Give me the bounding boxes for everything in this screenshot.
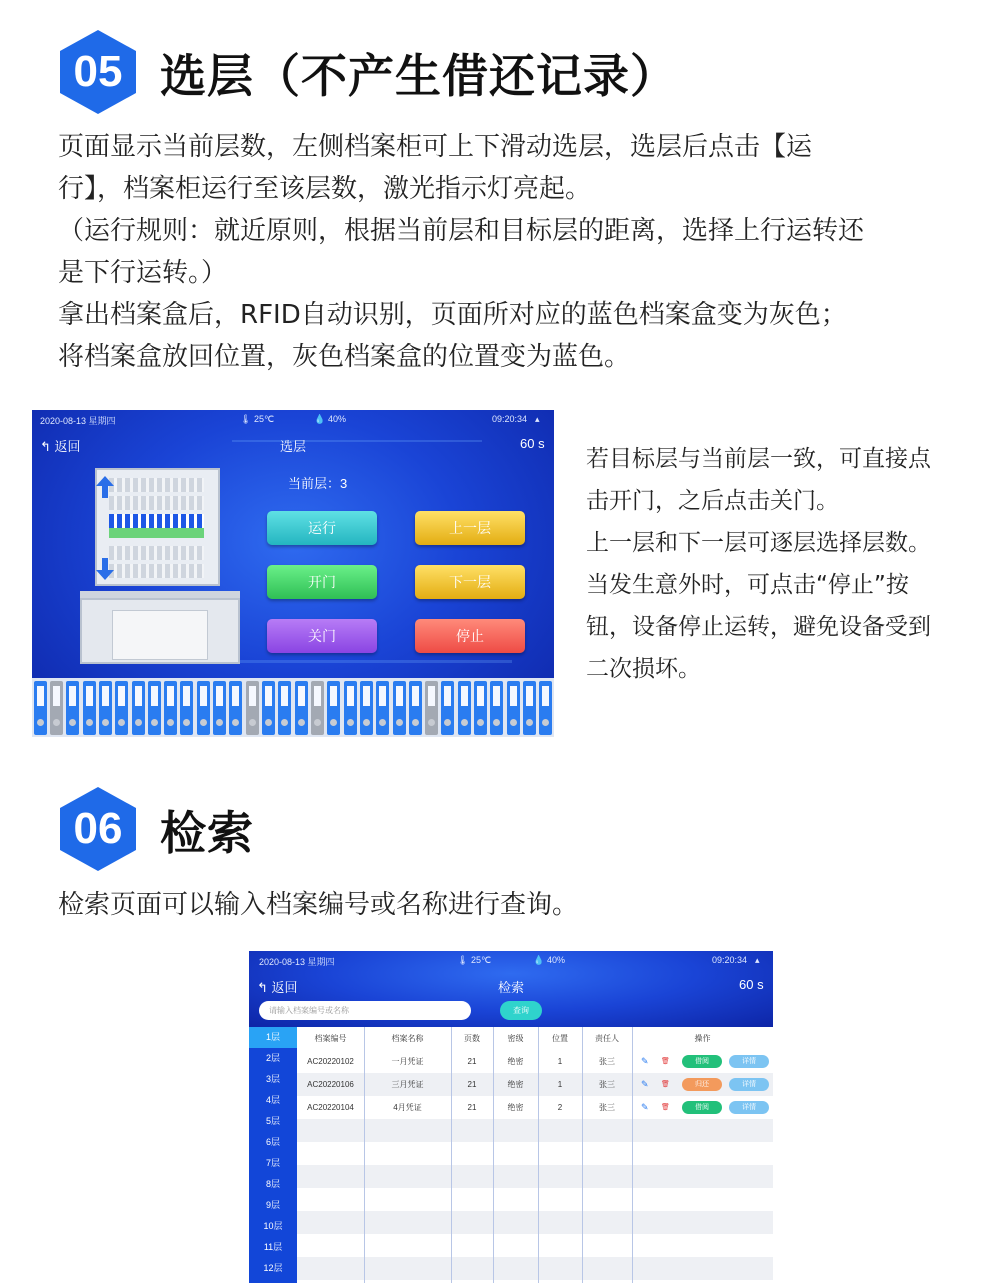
search-button[interactable]: 查询: [500, 1001, 542, 1020]
back-button[interactable]: [40, 436, 81, 455]
archive-box: [115, 681, 128, 735]
archive-box: [132, 681, 145, 735]
archive-box: [474, 681, 487, 735]
status-bar: [249, 951, 773, 971]
time-text: 09:20:34: [712, 955, 748, 965]
nav-bar: [249, 973, 773, 995]
floor-item[interactable]: 3层: [265, 1074, 280, 1084]
column-header: 密级: [507, 1034, 524, 1043]
archive-box: [197, 681, 210, 735]
table-cell: 张三: [599, 1103, 615, 1112]
signal-icon: ▴: [755, 955, 760, 965]
table-cell: AC20220106: [307, 1080, 354, 1089]
archive-box: [229, 681, 242, 735]
table-cell: 1: [557, 1057, 563, 1066]
archive-box: [425, 681, 438, 735]
archive-box: [344, 681, 357, 735]
run-button[interactable]: 运行: [267, 511, 377, 545]
table-cell: 张三: [599, 1057, 615, 1066]
floor-item[interactable]: 4层: [265, 1095, 280, 1105]
archive-box-strip: [32, 678, 554, 737]
archive-box: [213, 681, 226, 735]
edit-icon[interactable]: ✎: [641, 1079, 649, 1089]
column-header: 责任人: [595, 1034, 619, 1043]
delete-icon[interactable]: 🗑: [661, 1104, 670, 1111]
humidity-icon: 💧: [533, 955, 545, 965]
edit-icon[interactable]: ✎: [641, 1102, 649, 1112]
table-row: [297, 1119, 773, 1142]
floor-item[interactable]: 6层: [265, 1137, 280, 1147]
action-button[interactable]: 归还: [682, 1078, 722, 1091]
side-note-line: 当发生意外时，可点击“停止”按: [586, 572, 909, 598]
section-06-paragraph: 检索页面可以输入档案编号或名称进行查询。: [58, 890, 579, 920]
floor-item[interactable]: 7层: [265, 1158, 280, 1168]
arrow-up-icon[interactable]: [96, 476, 114, 498]
table-cell: 4月凭证: [393, 1103, 422, 1112]
action-button[interactable]: 借阅: [682, 1101, 722, 1114]
table-cell: AC20220102: [307, 1057, 354, 1066]
archive-box: [523, 681, 536, 735]
paragraph-line: 是下行运转。）: [58, 258, 228, 288]
paragraph-line: （运行规则：就近原则，根据当前层和目标层的距离，选择上行运转还: [58, 216, 865, 246]
archive-box: [327, 681, 340, 735]
back-arrow-icon: ↰: [40, 439, 51, 454]
archive-box: [246, 681, 259, 735]
table-row: [297, 1165, 773, 1188]
floor-item[interactable]: 8层: [265, 1179, 280, 1189]
table-cell: 21: [467, 1080, 477, 1089]
signal-icon: ▴: [535, 414, 540, 424]
paragraph-line: 页面显示当前层数，左侧档案柜可上下滑动选层，选层后点击【运: [58, 132, 813, 162]
table-row: [297, 1050, 773, 1073]
side-note-line: 若目标层与当前层一致，可直接点: [586, 446, 931, 472]
table-cell: 一月凭证: [391, 1057, 424, 1066]
section-number: 05: [73, 47, 123, 96]
detail-button[interactable]: 详情: [729, 1078, 769, 1091]
paragraph-line: 拿出档案盒后，RFID自动识别，页面所对应的蓝色档案盒变为灰色；: [58, 300, 847, 330]
section-05-badge: [58, 28, 138, 116]
side-note-line: 钮，设备停止运转，避免设备受到: [586, 614, 931, 640]
search-header: [249, 951, 773, 1027]
table-header: [297, 1027, 773, 1050]
side-note-line: 击开门，之后点击关门。: [586, 488, 839, 514]
current-floor-label: 当前层：3: [288, 476, 348, 491]
prev-floor-button[interactable]: 上一层: [415, 511, 525, 545]
floor-list: [249, 1027, 297, 1283]
archive-box: [262, 681, 275, 735]
humidity-text: 40%: [328, 414, 347, 424]
back-label: 返回: [54, 439, 81, 454]
side-note-line: 上一层和下一层可逐层选择层数。: [586, 530, 931, 556]
table-row: [297, 1211, 773, 1234]
column-header: 档案编号: [314, 1034, 347, 1043]
section-title: 选层（不产生借还记录）: [160, 49, 677, 103]
search-screen: [249, 951, 773, 1283]
archive-box: [539, 681, 552, 735]
archive-box: [490, 681, 503, 735]
archive-box: [458, 681, 471, 735]
archive-box: [83, 681, 96, 735]
thermometer-icon: 🌡: [240, 414, 252, 424]
active-floor-row: [109, 514, 204, 528]
countdown-text: 60 s: [520, 436, 545, 451]
column-header: 档案名称: [391, 1034, 424, 1043]
countdown-text: 60 s: [739, 977, 764, 992]
humidity-text: 40%: [547, 955, 566, 965]
floor-item[interactable]: 2层: [265, 1053, 280, 1063]
archive-box: [376, 681, 389, 735]
archive-box: [393, 681, 406, 735]
table-cell: 绝密: [507, 1057, 524, 1066]
archive-box: [295, 681, 308, 735]
section-title: 检索: [160, 806, 254, 860]
back-arrow-icon: ↰: [257, 980, 268, 995]
column-header: 页数: [464, 1034, 480, 1043]
archive-box: [50, 681, 63, 735]
time-text: 09:20:34: [492, 414, 528, 424]
humidity-icon: 💧: [314, 414, 326, 424]
page-title: 检索: [498, 980, 525, 995]
date-text: 2020-08-13 星期四: [259, 957, 335, 967]
nav-bar: [32, 432, 554, 454]
section-number: 06: [73, 804, 123, 853]
table-row: [297, 1073, 773, 1096]
archive-box: [409, 681, 422, 735]
table-cell: 1: [557, 1080, 563, 1089]
floor-select-screen: [32, 410, 554, 737]
date-text: 2020-08-13 星期四: [40, 416, 116, 426]
archive-box: [360, 681, 373, 735]
search-input[interactable]: 请输入档案编号或名称: [259, 1001, 471, 1020]
floor-item[interactable]: 9层: [265, 1200, 280, 1210]
floor-item[interactable]: 10层: [263, 1221, 283, 1231]
open-door-button[interactable]: 开门: [267, 565, 377, 599]
table-row: [297, 1257, 773, 1280]
edit-icon[interactable]: ✎: [641, 1056, 649, 1066]
back-button[interactable]: [257, 977, 298, 996]
stop-button[interactable]: 停止: [415, 619, 525, 653]
arrow-down-icon[interactable]: [96, 558, 114, 580]
archive-box: [66, 681, 79, 735]
paragraph-line: 将档案盒放回位置，灰色档案盒的位置变为蓝色。: [58, 342, 631, 372]
archive-cabinet[interactable]: [80, 468, 240, 668]
archive-box: [311, 681, 324, 735]
archive-box: [278, 681, 291, 735]
table-cell: AC20220104: [307, 1103, 354, 1112]
section-06-badge: [58, 785, 138, 873]
next-floor-button[interactable]: 下一层: [415, 565, 525, 599]
table-cell: 21: [467, 1057, 477, 1066]
floor-item[interactable]: 1层: [249, 1027, 297, 1048]
side-note-line: 二次损坏。: [586, 656, 701, 682]
archive-box: [180, 681, 193, 735]
close-door-button[interactable]: 关门: [267, 619, 377, 653]
floor-item[interactable]: 5层: [265, 1116, 280, 1126]
floor-item[interactable]: 11层: [263, 1242, 283, 1252]
detail-button[interactable]: 详情: [729, 1101, 769, 1114]
table-cell: 2: [557, 1103, 563, 1112]
table-row: [297, 1234, 773, 1257]
table-cell: 张三: [599, 1080, 615, 1089]
status-bar: [32, 410, 554, 430]
temperature-text: 25℃: [471, 955, 492, 965]
archive-box: [441, 681, 454, 735]
action-button[interactable]: 借阅: [682, 1055, 722, 1068]
delete-icon[interactable]: 🗑: [661, 1081, 670, 1088]
table-cell: 21: [467, 1103, 477, 1112]
temperature-text: 25℃: [254, 414, 275, 424]
back-label: 返回: [271, 980, 298, 995]
thermometer-icon: 🌡: [457, 955, 469, 965]
table-cell: 三月凭证: [391, 1080, 424, 1089]
delete-icon[interactable]: 🗑: [661, 1058, 670, 1065]
table-cell: 绝密: [507, 1103, 524, 1112]
paragraph-line: 行】，档案柜运行至该层数，激光指示灯亮起。: [58, 174, 592, 204]
table-row: [297, 1188, 773, 1211]
archive-box: [164, 681, 177, 735]
column-header: 操作: [694, 1034, 711, 1043]
archive-box: [507, 681, 520, 735]
archive-box: [99, 681, 112, 735]
column-header: 位置: [552, 1034, 568, 1043]
table-row: [297, 1096, 773, 1119]
archive-box: [148, 681, 161, 735]
archive-box: [34, 681, 47, 735]
floor-item[interactable]: 12层: [263, 1263, 283, 1273]
table-row: [297, 1142, 773, 1165]
detail-button[interactable]: 详情: [729, 1055, 769, 1068]
table-cell: 绝密: [507, 1080, 524, 1089]
page-title: 选层: [280, 439, 307, 454]
